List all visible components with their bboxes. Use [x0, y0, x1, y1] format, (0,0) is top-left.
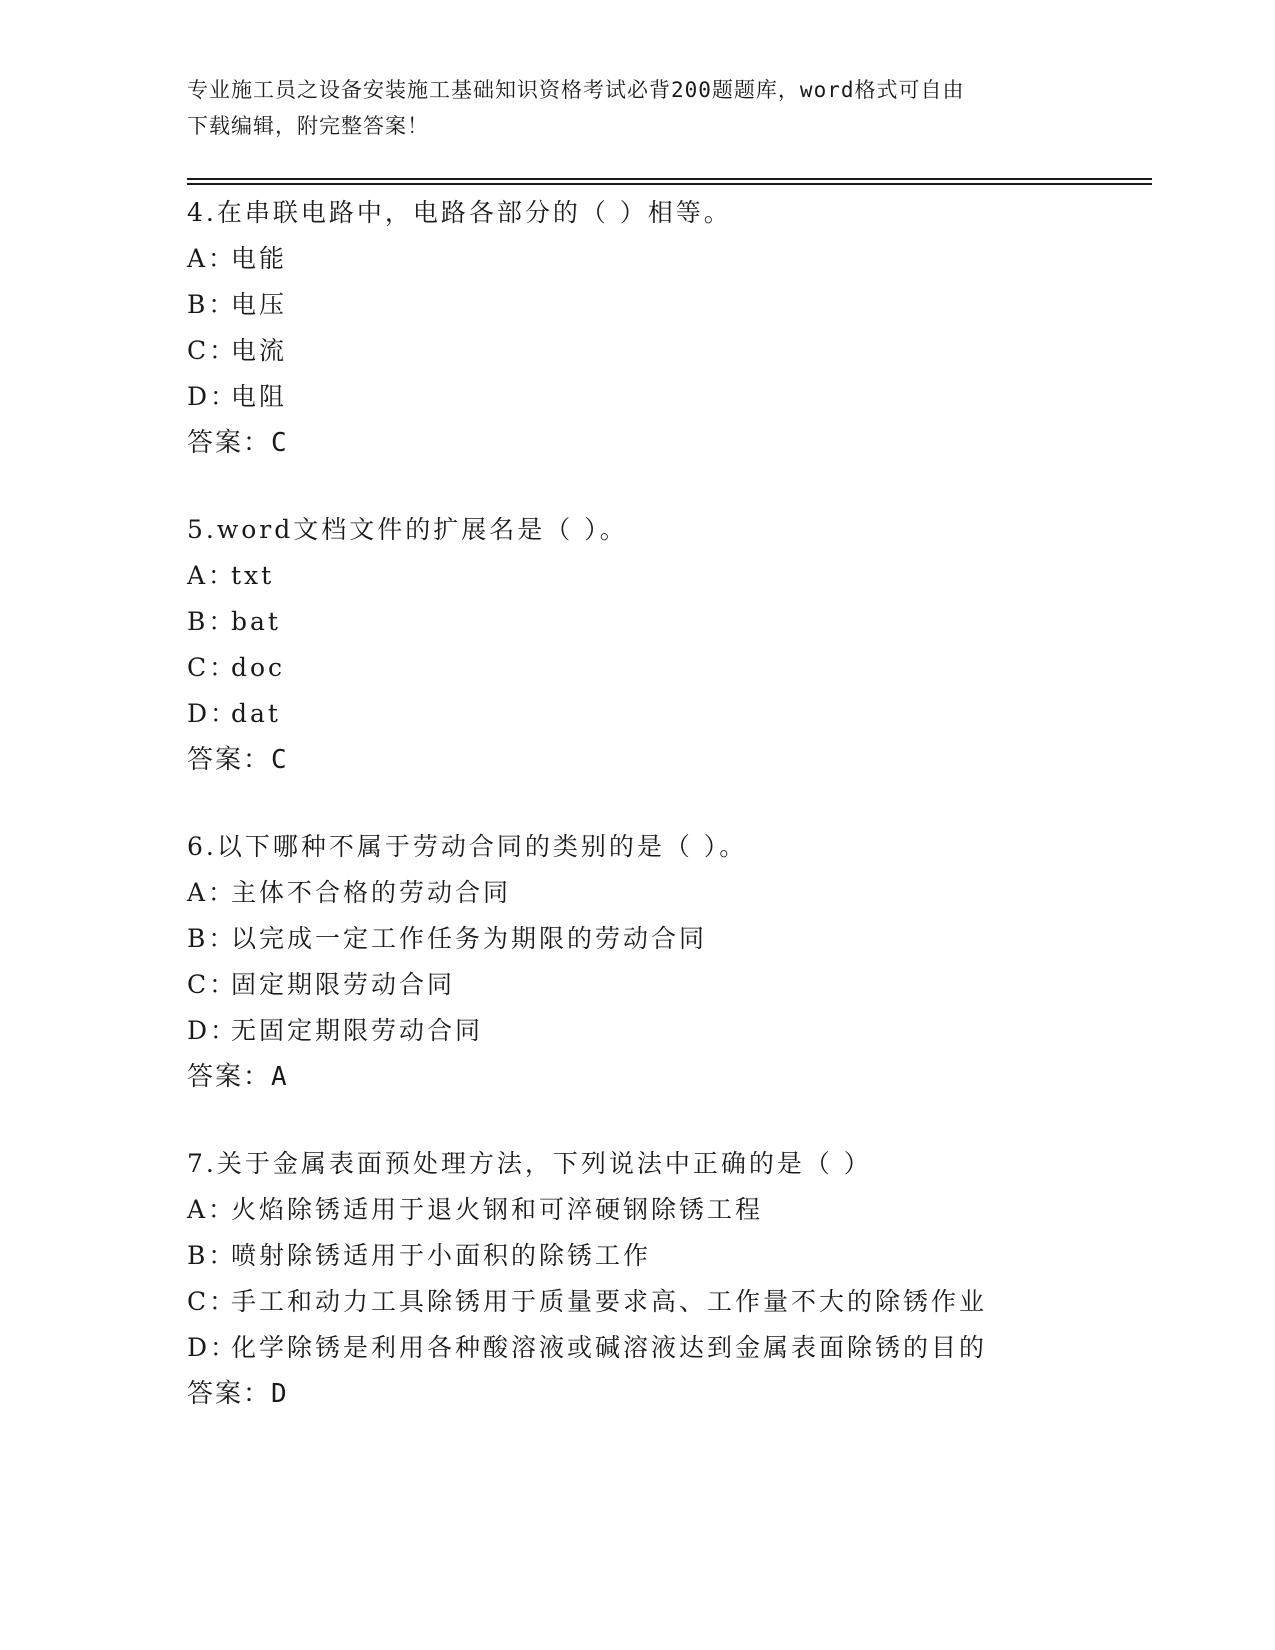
question-text: 4.在串联电路中，电路各部分的（ ）相等。: [187, 198, 732, 227]
option-key: C：: [187, 1287, 238, 1316]
option-text: 电流: [231, 336, 288, 365]
option-key: D：: [187, 1016, 239, 1045]
option-key: B：: [187, 924, 237, 953]
option-text: 喷射除锈适用于小面积的除锈工作: [231, 1241, 652, 1270]
option-key: B：: [187, 607, 237, 636]
option-b: [187, 1233, 1147, 1279]
option-d: [187, 1008, 1147, 1054]
answer-text: 答案：A: [187, 1062, 289, 1092]
option-b: [187, 282, 1147, 328]
option-d: [187, 691, 1147, 737]
question-item: [187, 190, 1147, 466]
option-text: 手工和动力工具除锈用于质量要求高、工作量不大的除锈作业: [231, 1287, 988, 1316]
option-a: [187, 553, 1147, 599]
option-text: 固定期限劳动合同: [231, 970, 456, 999]
option-c: [187, 328, 1147, 374]
question-item: [187, 824, 1147, 1100]
option-d: [187, 1325, 1147, 1371]
option-key: A：: [187, 561, 237, 590]
question-text: 5.word文档文件的扩展名是（ ）。: [187, 515, 628, 544]
option-text: 电能: [231, 244, 288, 273]
option-key: B：: [187, 290, 237, 319]
question-item: [187, 1141, 1147, 1417]
option-key: D：: [187, 382, 239, 411]
header-title-line-1: 专业施工员之设备安装施工基础知识资格考试必背200题题库，word格式可自由: [187, 78, 965, 102]
option-a: [187, 870, 1147, 916]
option-key: C：: [187, 336, 238, 365]
option-text: 以完成一定工作任务为期限的劳动合同: [231, 924, 708, 953]
header-divider-top: [187, 178, 1152, 180]
option-key: C：: [187, 970, 238, 999]
option-text: 无固定期限劳动合同: [231, 1016, 484, 1045]
answer-text: 答案：C: [187, 428, 289, 458]
header-divider-bottom: [187, 183, 1152, 185]
answer-text: 答案：D: [187, 1379, 289, 1409]
option-key: A：: [187, 878, 237, 907]
option-key: A：: [187, 1195, 237, 1224]
answer-text: 答案：C: [187, 745, 289, 775]
option-key: D：: [187, 699, 239, 728]
question-list: [187, 190, 1147, 1458]
option-text: txt: [231, 561, 275, 590]
question-item: [187, 507, 1147, 783]
option-d: [187, 374, 1147, 420]
option-text: 火焰除锈适用于退火钢和可淬硬钢除锈工程: [231, 1195, 764, 1224]
header-title-line-2: 下载编辑，附完整答案！: [187, 114, 429, 138]
option-a: [187, 236, 1147, 282]
option-text: 化学除锈是利用各种酸溶液或碱溶液达到金属表面除锈的目的: [231, 1333, 988, 1362]
question-text: 6.以下哪种不属于劳动合同的类别的是（ ）。: [187, 832, 748, 861]
option-c: [187, 962, 1147, 1008]
option-b: [187, 599, 1147, 645]
option-a: [187, 1187, 1147, 1233]
option-text: dat: [231, 699, 281, 728]
document-header: [187, 72, 1067, 144]
option-key: B：: [187, 1241, 237, 1270]
question-text: 7.关于金属表面预处理方法，下列说法中正确的是（ ）: [187, 1149, 872, 1178]
option-c: [187, 645, 1147, 691]
option-text: 电阻: [231, 382, 288, 411]
option-text: 主体不合格的劳动合同: [231, 878, 512, 907]
option-key: A：: [187, 244, 237, 273]
option-text: bat: [231, 607, 281, 636]
option-key: C：: [187, 653, 238, 682]
option-b: [187, 916, 1147, 962]
option-c: [187, 1279, 1147, 1325]
option-text: doc: [231, 653, 286, 682]
option-key: D：: [187, 1333, 239, 1362]
option-text: 电压: [231, 290, 288, 319]
